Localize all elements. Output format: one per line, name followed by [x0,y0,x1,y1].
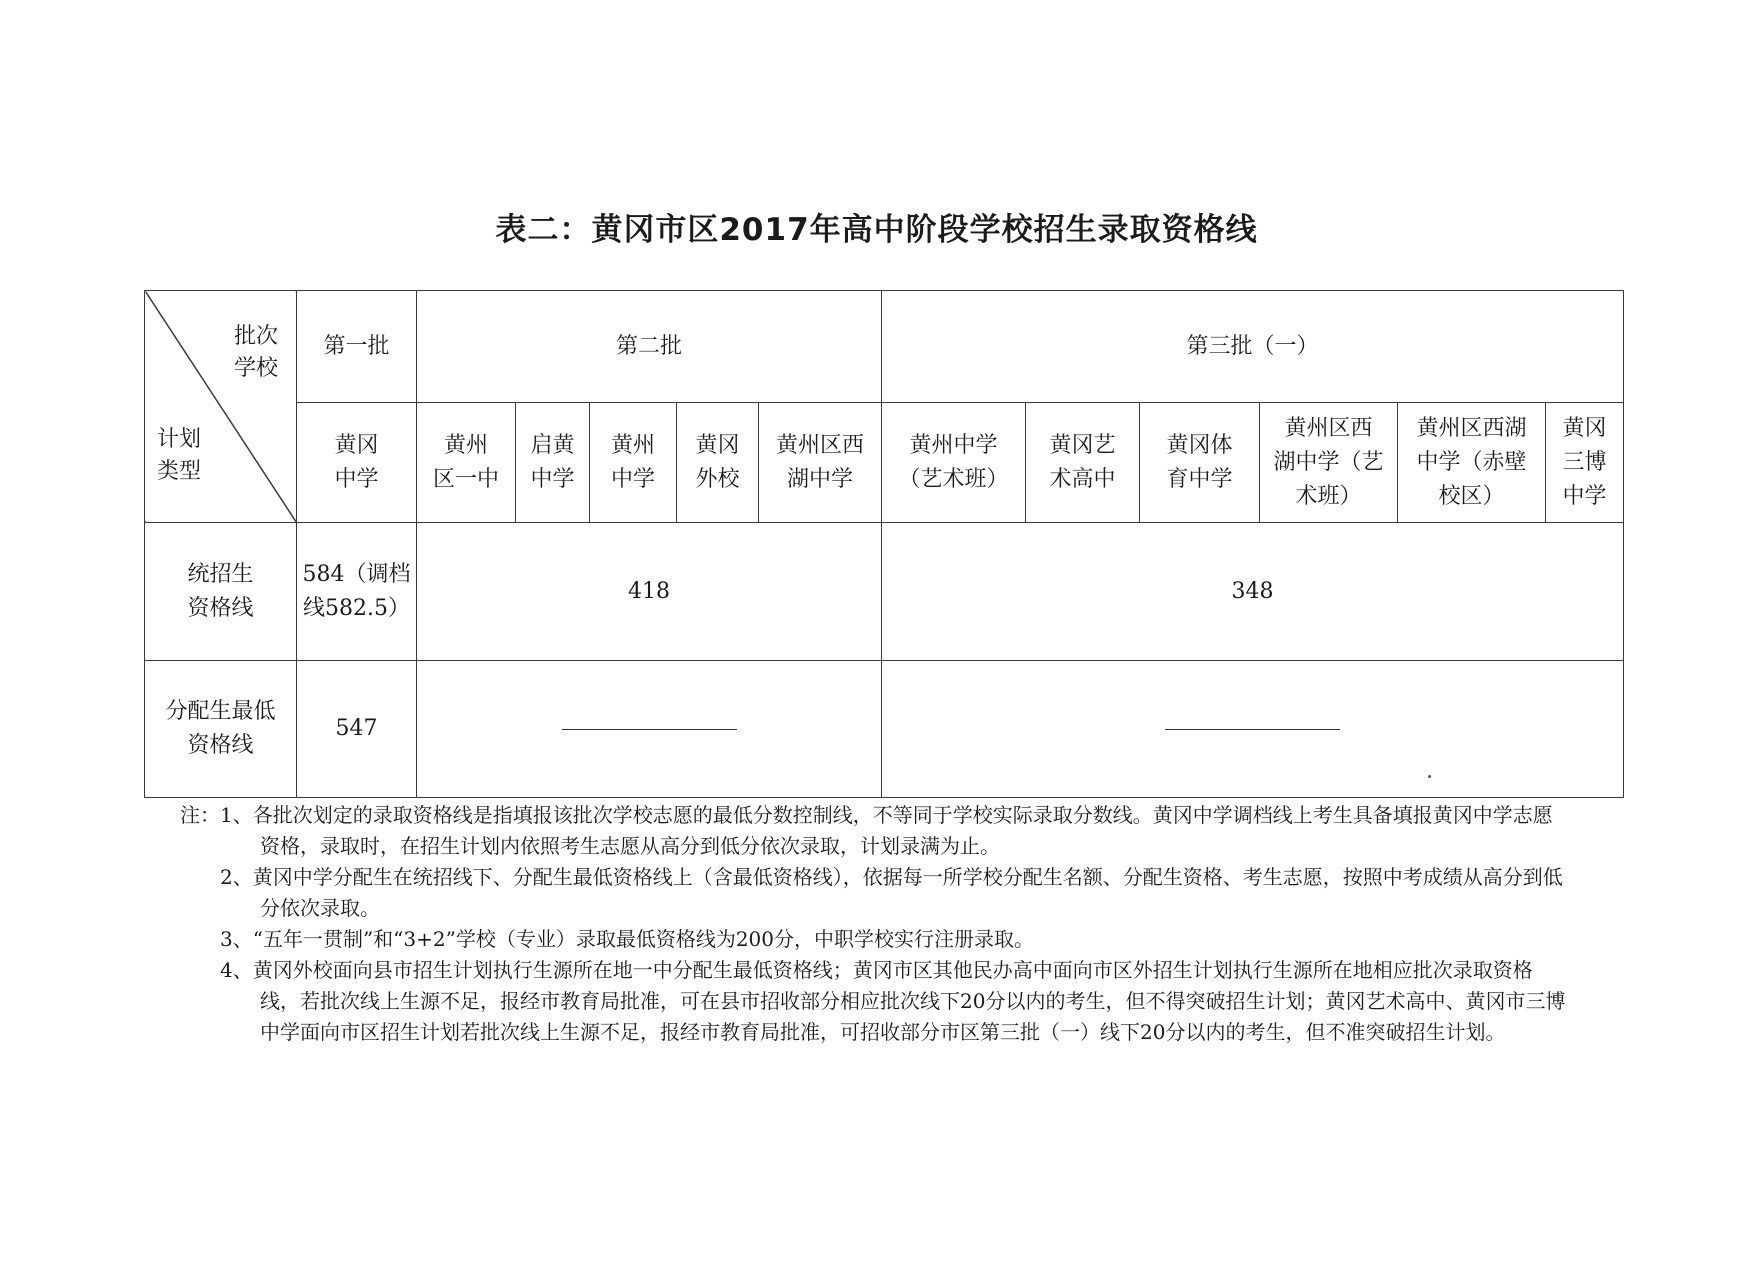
school-header: 黄冈 中学 [297,403,417,523]
row-label-allocated: 分配生最低 资格线 [145,661,297,798]
corner-type-label: 类型 [157,459,202,484]
note-4: 4、黄冈外校面向县市招生计划执行生源所在地一中分配生最低资格线；黄冈市区其他民办高中面向市区外招生计划执行生源所在地相应批次录取资格线，若批次线上生源不足，报经市教育局批准，可在县市招收部分相应批次线下20分以内的考生，但不得突破招生计划；黄冈艺术高中、黄冈市三博中学面向市区招生计划若批次线上生源不足，报经市教育局批准，可招收部分市区第三批（一）线下20分以内的考生，但不准突破招生计划。 [220,958,1566,1044]
corner-batch-label: 批次 [233,324,278,349]
note-2: 2、黄冈中学分配生在统招线下、分配生最低资格线上（含最低资格线），依据每一所学校分配生名额、分配生资格、考生志愿，按照中考成绩从高分到低分依次录取。 [220,865,1563,920]
table-row [145,523,1624,661]
unified-batch-2-value: 418 [417,523,882,661]
note-3: 3、“五年一贯制”和“3+2”学校（专业）录取最低资格线为200分，中职学校实行注册录取。 [220,927,1035,951]
school-header: 黄州区西湖 中学（赤壁 校区） [1398,403,1546,523]
batch-1-header: 第一批 [297,291,417,403]
empty-dash [1165,729,1340,730]
notes-section [180,800,1570,1048]
table-row [145,661,1624,798]
school-header: 黄州中学 （艺术班） [882,403,1026,523]
batch-2-header: 第二批 [417,291,882,403]
batch-3-header: 第三批（一） [882,291,1624,403]
header-corner-cell [145,291,297,523]
admission-table [144,290,1624,798]
row-label-unified: 统招生 资格线 [145,523,297,661]
school-header: 启黄 中学 [516,403,590,523]
page-title: 表二：黄冈市区2017年高中阶段学校招生录取资格线 [495,212,1258,248]
unified-batch-3-value: 348 [882,523,1624,661]
allocated-batch-3-empty [882,661,1624,798]
school-header: 黄州区西 湖中学 [759,403,882,523]
school-header: 黄冈 外校 [677,403,759,523]
unified-batch-1-value: 584（调档 线582.5） [297,523,417,661]
corner-plan-label: 计划 [157,427,202,452]
school-header: 黄冈艺 术高中 [1026,403,1140,523]
school-header: 黄州 区一中 [417,403,516,523]
scan-speck [1428,775,1431,778]
school-header: 黄州 中学 [590,403,677,523]
allocated-batch-2-empty [417,661,882,798]
corner-school-label: 学校 [233,356,278,381]
note-1: 注：1、各批次划定的录取资格线是指填报该批次学校志愿的最低分数控制线，不等同于学校实际录取分数线。黄冈中学调档线上考生具备填报黄冈中学志愿资格，录取时，在招生计划内依照考生志愿从高分到低分依次录取，计划录满为止。 [180,803,1553,858]
school-header: 黄州区西 湖中学（艺 术班） [1260,403,1398,523]
school-header: 黄冈 三博 中学 [1546,403,1624,523]
school-header: 黄冈体 育中学 [1140,403,1260,523]
allocated-batch-1-value: 547 [297,661,417,798]
empty-dash [562,729,737,730]
